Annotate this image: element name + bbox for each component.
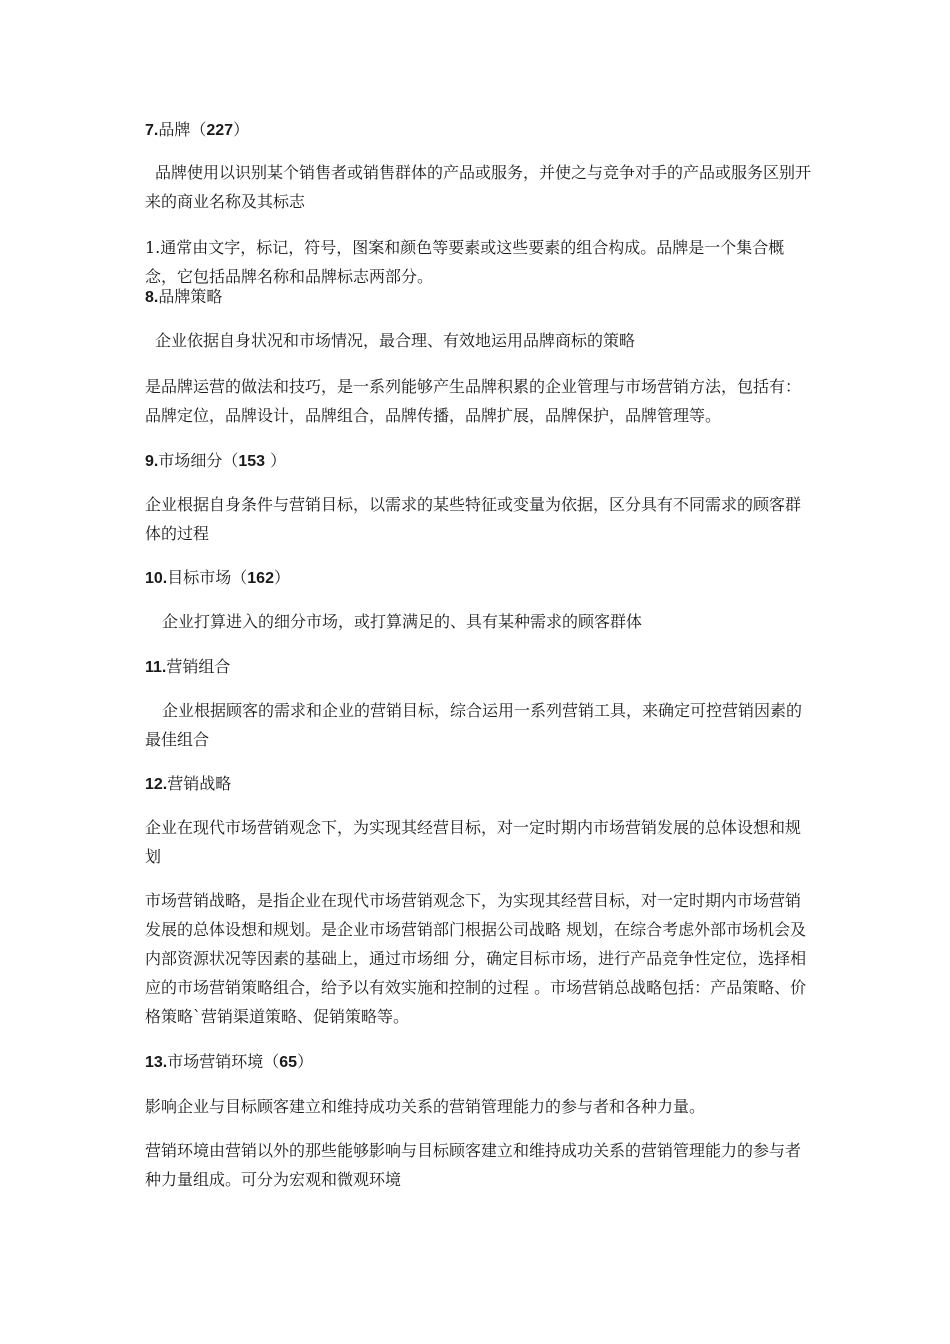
market-segmentation-definition: 企业根据自身条件与营销目标，以需求的某些特征或变量为依据，区分具有不同需求的顾客群体的过程 xyxy=(145,495,802,543)
marketing-environment-explanation: 营销环境由营销以外的那些能够影响与目标顾客建立和维持成功关系的营销管理能力的参与者种力量组成。可分为宏观和微观环境 xyxy=(145,1141,802,1189)
marketing-environment-definition: 影响企业与目标顾客建立和维持成功关系的营销管理能力的参与者和各种力量。 xyxy=(145,1097,706,1116)
marketing-strategy-definition: 企业在现代市场营销观念下，为实现其经营目标，对一定时期内市场营销发展的总体设想和规划 xyxy=(145,818,802,866)
heading-target-market: 10.目标市场（162） xyxy=(145,568,290,587)
brand-definition: 品牌使用以识别某个销售者或销售群体的产品或服务，并使之与竞争对手的产品或服务区别开来的商业名称及其标志 xyxy=(145,163,812,211)
target-market-definition: 企业打算进入的细分市场，或打算满足的、具有某种需求的顾客群体 xyxy=(162,612,643,631)
heading-market-segmentation: 9.市场细分（153 ） xyxy=(145,451,287,470)
marketing-mix-definition: 企业根据顾客的需求和企业的营销目标，综合运用一系列营销工具，来确定可控营销因素的最佳组合 xyxy=(145,701,803,749)
heading-marketing-mix: 11.营销组合 xyxy=(145,657,231,676)
brand-strategy-definition: 企业依据自身状况和市场情况，最合理、有效地运用品牌商标的策略 xyxy=(155,331,636,350)
heading-brand-strategy: 8.品牌策略 xyxy=(145,287,223,306)
brand-explanation: 1.通常由文字，标记，符号，图案和颜色等要素或这些要素的组合构成。品牌是一个集合概念，它包括品牌名称和品牌标志两部分。 xyxy=(145,238,785,286)
heading-marketing-strategy: 12.营销战略 xyxy=(145,774,232,793)
brand-strategy-explanation: 是品牌运营的做法和技巧，是一系列能够产生品牌积累的企业管理与市场营销方法，包括有：品牌定位，品牌设计，品牌组合，品牌传播，品牌扩展，品牌保护，品牌管理等。 xyxy=(145,377,802,425)
marketing-strategy-explanation: 市场营销战略，是指企业在现代市场营销观念下，为实现其经营目标，对一定时期内市场营销发展的总体设想和规划。是企业市场营销部门根据公司战略 规划，在综合考虑外部市场机会及内部资源状况等因素的基础上，通过市场细 分，确定目标市场，进行产品竞争性定位，选择相应的市场营销策略组合，给予以有效实施和控制的过程 。市场营销总战略包括：产品策略、价格策略`营销渠道策略、促销策略等。 xyxy=(145,891,807,1026)
heading-marketing-environment: 13.市场营销环境（65） xyxy=(145,1052,314,1071)
heading-brand: 7.品牌（227） xyxy=(145,120,250,139)
